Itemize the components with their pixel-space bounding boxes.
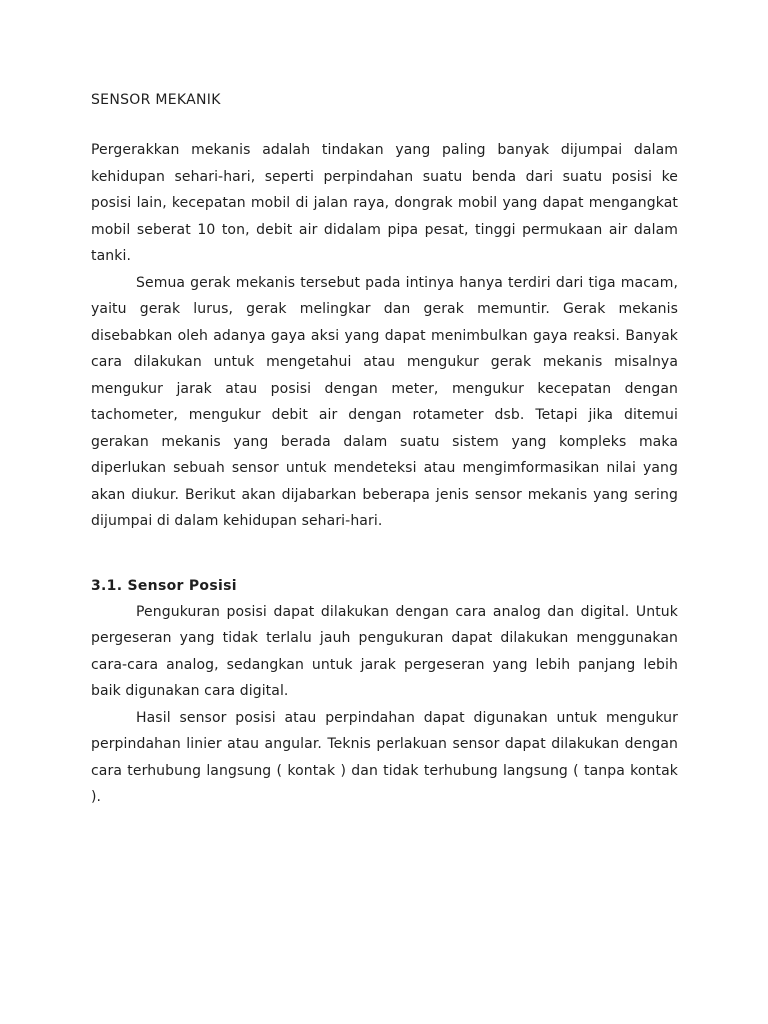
section-paragraph-2: Hasil sensor posisi atau perpindahan dapat digunakan untuk mengukur perpindahan linier atau angular. Teknis perlakuan sensor dapat dilakukan dengan cara terhubung langsung ( kontak ) dan tidak terhubung langsung ( tanpa kontak ). xyxy=(91,709,678,805)
intro-paragraph-1: Pergerakkan mekanis adalah tindakan yang paling banyak dijumpai dalam kehidupan sehari-hari, seperti perpindahan suatu benda dari suatu posisi ke posisi lain, kecepatan mobil di jalan raya, dongrak mobil yang dapat mengangkat mobil seberat 10 ton, debit air didalam pipa pesat, tinggi permukaan air dalam tanki. xyxy=(91,142,678,264)
section-heading-sensor-posisi: 3.1. Sensor Posisi xyxy=(91,577,237,594)
document-title: SENSOR MEKANIK xyxy=(91,92,221,108)
document-content xyxy=(91,87,678,811)
intro-paragraph-2: Semua gerak mekanis tersebut pada intinya hanya terdiri dari tiga macam, yaitu gerak lurus, gerak melingkar dan gerak memuntir. Gerak mekanis disebabkan oleh adanya gaya aksi yang dapat menimbulkan gaya reaksi. Banyak cara dilakukan untuk mengetahui atau mengukur gerak mekanis misalnya mengukur jarak atau posisi dengan meter, mengukur kecepatan dengan tachometer, mengukur debit air dengan rotameter dsb. Tetapi jika ditemui gerakan mekanis yang berada dalam suatu sistem yang kompleks maka diperlukan sebuah sensor untuk mendeteksi atau mengimformasikan nilai yang akan diukur. Berikut akan dijabarkan beberapa jenis sensor mekanis yang sering dijumpai di dalam kehidupan sehari-hari. xyxy=(91,274,678,529)
section-paragraph-1: Pengukuran posisi dapat dilakukan dengan cara analog dan digital. Untuk pergeseran yang tidak terlalu jauh pengukuran dapat dilakukan menggunakan cara-cara analog, sedangkan untuk jarak pergeseran yang lebih panjang lebih baik digunakan cara digital. xyxy=(91,603,678,699)
